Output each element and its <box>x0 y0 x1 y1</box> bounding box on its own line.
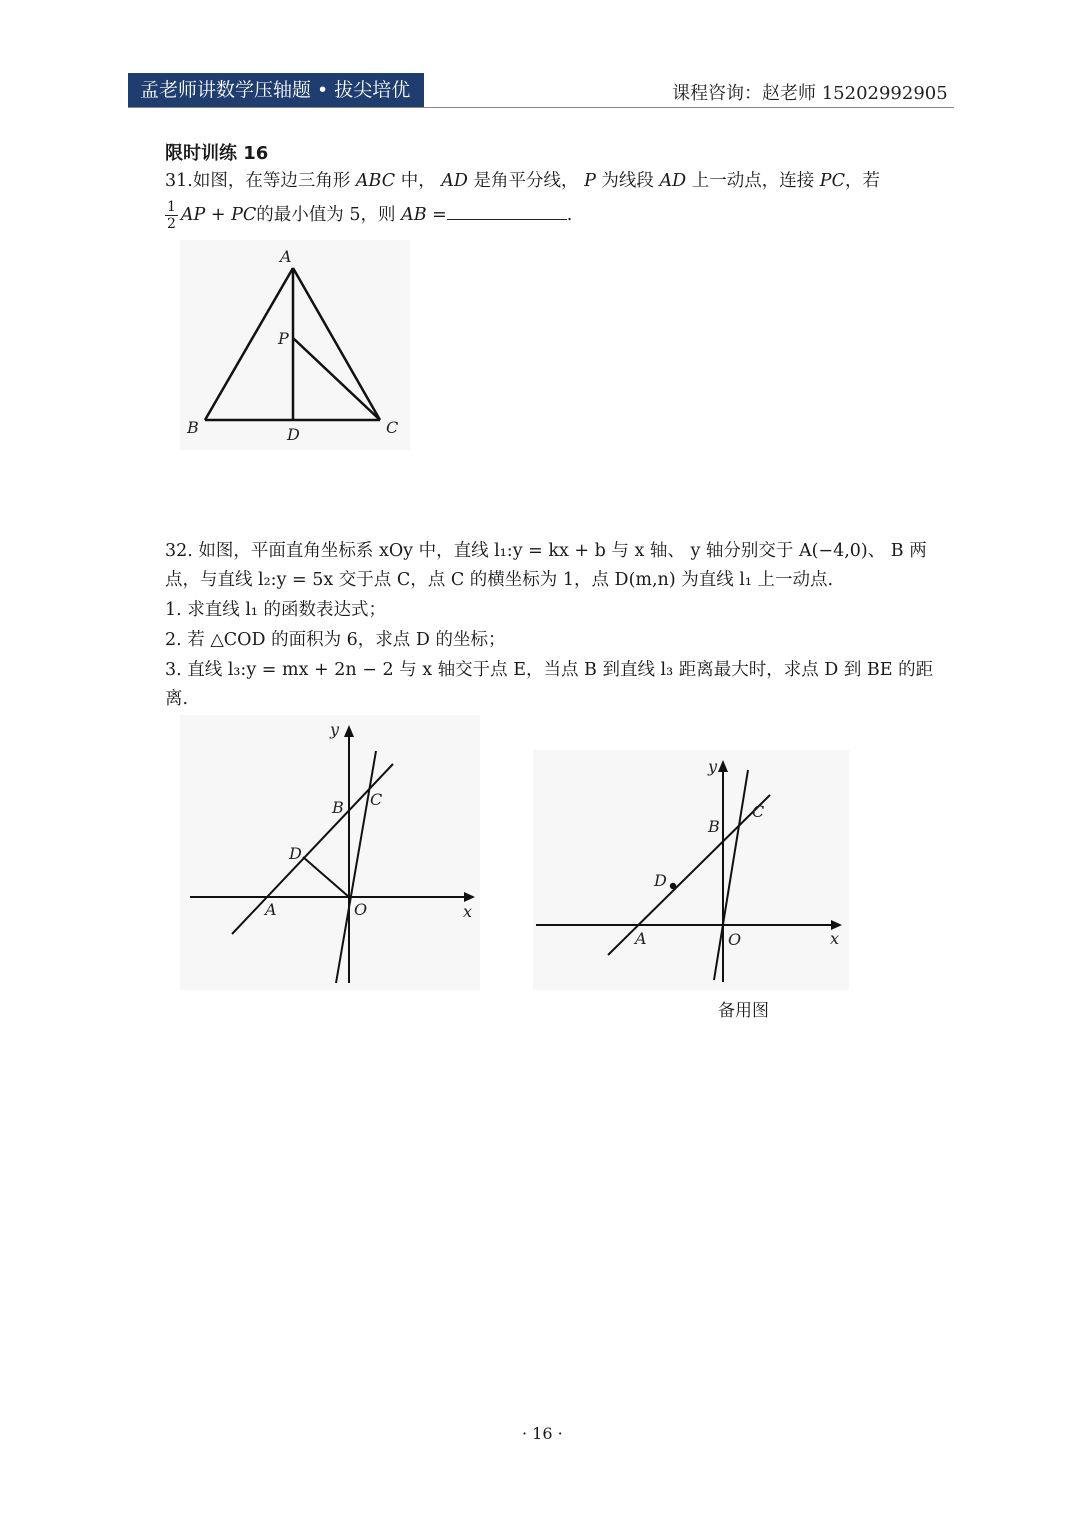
fig2-label-O: O <box>728 930 742 949</box>
header-contact: 课程咨询：赵老师 15202992905 <box>672 83 948 104</box>
header-title: 孟老师讲数学压轴题 • 拔尖培优 <box>128 73 424 107</box>
label-B: B <box>187 418 199 437</box>
q32-line2: 点，与直线 l₂:y = 5x 交于点 C，点 C 的横坐标为 1，点 D(m,n) 为直线 l₁ 上一动点. <box>165 570 834 590</box>
q32-coordinate-figure <box>180 715 480 990</box>
fig1-label-y: y <box>330 720 340 739</box>
fig2-label-C: C <box>752 802 765 821</box>
label-P: P <box>278 329 289 348</box>
fig1-label-x: x <box>463 902 473 921</box>
q32-line1: 32. 如图，平面直角坐标系 xOy 中，直线 l₁:y = kx + b 与 x 轴、 y 轴分别交于 A(−4,0)、 B 两 <box>165 541 927 561</box>
label-A: A <box>280 247 292 266</box>
spare-figure-caption: 备用图 <box>718 1001 769 1021</box>
fig2-label-A: A <box>635 929 647 948</box>
fig1-label-D: D <box>289 844 302 863</box>
q32-item3: 3. 直线 l₃:y = mx + 2n − 2 与 x 轴交于点 E，当点 B 到直线 l₃ 距离最大时，求点 D 到 BE 的距 <box>165 660 934 680</box>
fig2-label-x: x <box>830 929 840 948</box>
label-C: C <box>386 418 399 437</box>
page-number: · 16 · <box>522 1424 563 1443</box>
section-title: 限时训练 16 <box>165 143 269 164</box>
fig2-label-D: D <box>654 871 667 890</box>
fraction-one-half: $\frac{1}{2}$ <box>167 199 176 232</box>
fig1-label-O: O <box>354 900 368 919</box>
fig1-label-B: B <box>332 798 344 817</box>
answer-blank <box>447 201 567 220</box>
fig2-label-y: y <box>708 757 718 776</box>
fig2-label-B: B <box>708 817 720 836</box>
q31-triangle-figure <box>180 240 410 450</box>
q31-line2: $\frac{1}{2}$ AP + PC的最小值为 5，则 AB = . <box>167 199 573 232</box>
q32-item1: 1. 求直线 l₁ 的函数表达式； <box>165 600 386 620</box>
q32-item3-cont: 离. <box>165 689 189 709</box>
header-divider <box>128 107 954 108</box>
fig1-label-C: C <box>370 790 383 809</box>
q31-number: 31. <box>165 171 193 191</box>
q32-spare-figure <box>533 750 849 990</box>
fig1-label-A: A <box>265 900 277 919</box>
q31-line1: 31.如图，在等边三角形 ABC 中， AD 是角平分线， P 为线段 AD 上一动点，连接 PC，若 <box>165 171 880 191</box>
label-D: D <box>287 425 300 444</box>
q32-item2: 2. 若 △COD 的面积为 6，求点 D 的坐标； <box>165 630 506 650</box>
